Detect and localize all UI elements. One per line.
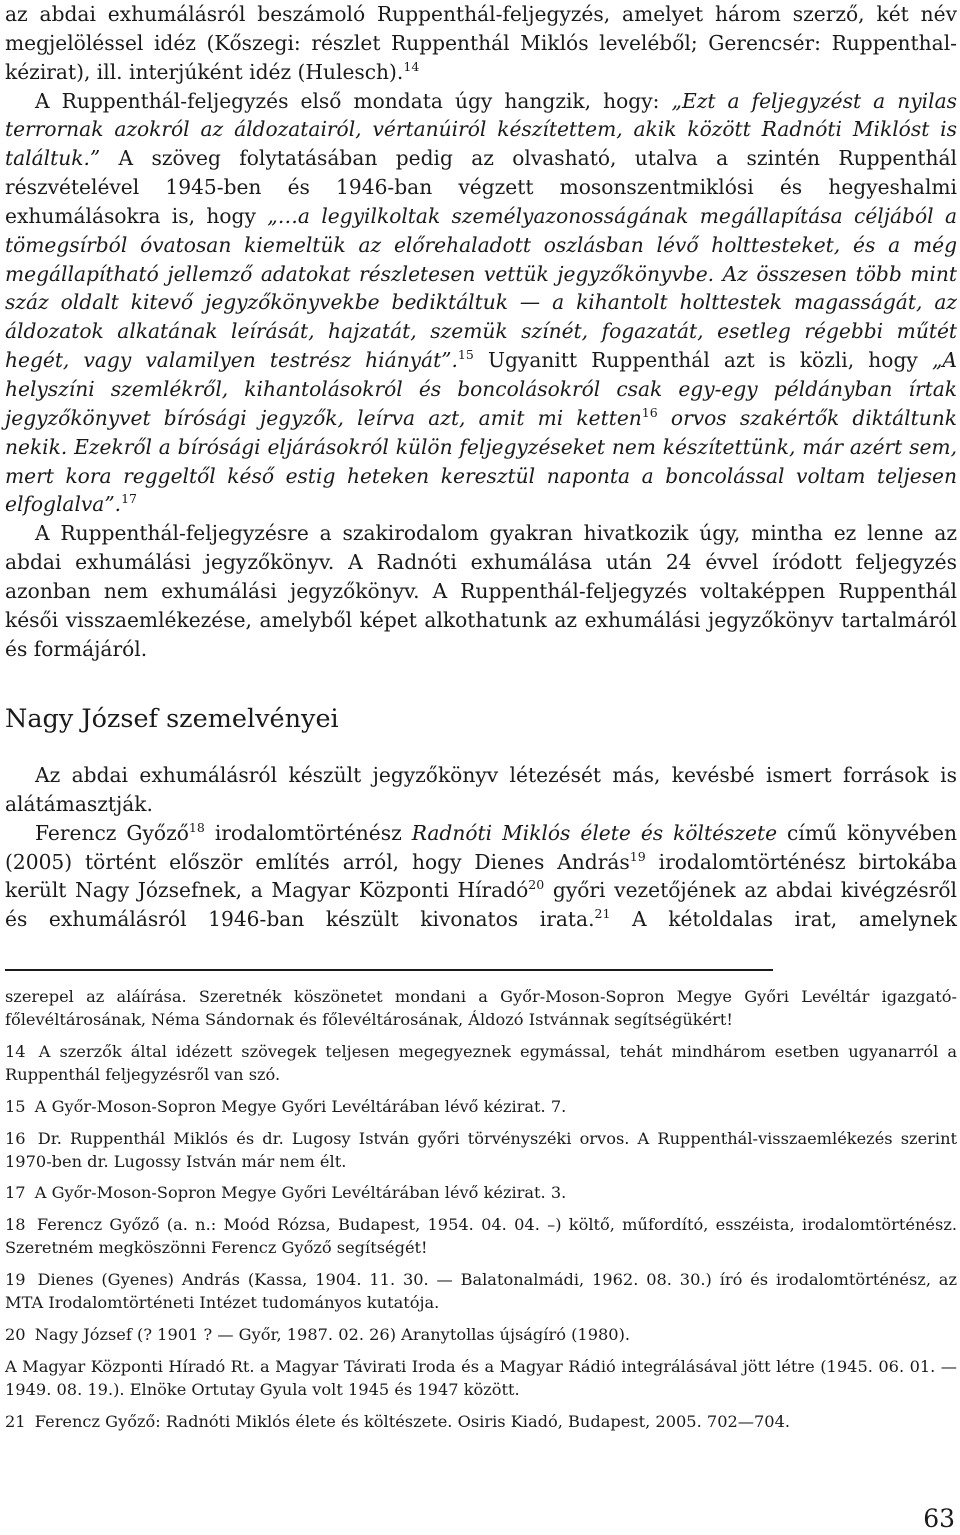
footnote-20: 20 Nagy József (? 1901 ? — Győr, 1987. 02. 26) Aranytollas újságíró (1980). [5, 1324, 631, 1344]
footnote-21: 21 Ferencz Győző: Radnóti Miklós élete és költészete. Osiris Kiadó, Budapest, 2005. 702—704. [5, 1411, 791, 1431]
page-number: 63 [923, 1504, 955, 1533]
footnote-ref-18[interactable]: 18 [188, 819, 205, 835]
footnote-ref-16[interactable]: 16 [641, 404, 658, 420]
footnote-separator [5, 969, 773, 971]
main-text-section [5, 761, 957, 934]
footnote-ref-17[interactable]: 17 [121, 491, 138, 507]
footnote-ref-20[interactable]: 20 [528, 877, 545, 893]
footnote-15: 15 A Győr-Moson-Sopron Megye Győri Levéltárában lévő kézirat. 7. [5, 1096, 567, 1116]
book-title: Radnóti Miklós élete és költészete [411, 820, 778, 845]
footnote-14: 14 A szerzők által idézett szövegek teljesen megegyeznek egymással, tehát mindhárom esetben ugyanarról a Ruppenthál feljegyzésről van szó. [5, 1041, 957, 1085]
footnote-continuation: szerepel az aláírása. Szeretnék köszönetet mondani a Győr-Moson-Sopron Megye Győri Levéltár igazgató-főlevéltárosának, Néma Sándornak és főlevéltárosának, Áldozó Istvánnak segítségükért! [5, 987, 957, 1030]
paragraph-literature-reference: A Ruppenthál-feljegyzésre a szakirodalom gyakran hivatkozik úgy, mintha ez lenne az abdai exhumálási jegyzőkönyv. A Radnóti exhumálása után 24 évvel íródott feljegyzés azonban nem exhumálási jegyzőkönyv. A Ruppenthál-feljegyzés voltaképpen Ruppenthál késői visszaemlékezése, amelyből képet alkothatunk az exhumálási jegyzőkönyv tartalmáról és formájáról. [5, 521, 957, 661]
footnote-17: 17 A Győr-Moson-Sopron Megye Győri Levéltárában lévő kézirat. 3. [5, 1183, 567, 1203]
quote-first-sentence: „Ezt a feljegyzést a nyilas terrornak azokról az áldozatairól, vértanúiról készítettem, akik között Radnóti Miklóst is találtuk.” [5, 88, 957, 171]
footnote-ref-14[interactable]: 14 [403, 58, 420, 74]
footnote-20-extra: A Magyar Központi Híradó Rt. a Magyar Távirati Iroda és a Magyar Rádió integrálásával jött létre (1945. 06. 01. — 1949. 08. 19.). Elnöke Ortutay Gyula volt 1945 és 1947 között. [5, 1356, 957, 1399]
quote-autopsy-records-a: „A helyszíni szemlékről, kihantolásokról és boncolásokról csak egy-egy példányban írtak jegyzőkönyvet bírósági jegyzők, leírva azt, amit mi ketten [5, 348, 957, 430]
footnote-16: 16 Dr. Ruppenthál Miklós és dr. Lugosy István győri törvényszéki orvos. A Ruppenthál-visszaemlékezés szerint 1970-ben dr. Lugossy István már nem élt. [5, 1128, 958, 1171]
paragraph-ruppenthal-quote: A Ruppenthál-feljegyzés első mondata úgy hangzik, hogy: „Ezt a feljegyzést a nyilas terrornak azokról az áldozatairól, vértanúiról készítettem, akik között Radnóti Miklóst is találtuk.” A szöveg folytatásában pedig az olvasható, utalva a szintén Ruppenthál részvételével 1945-ben és 1946-ban végzett mosonszentmiklósi és hegyeshalmi exhumálásokra is, hogy „…a legyilkoltak személyazonosságának megállapítása céljából a tömegsírból óvatosan kiemeltük az előrehaladott oszlásban lévő holttesteket, és a még megállapítható jellemző adatokat részletesen vettük jegyzőkönyvbe. Az összesen több mint száz oldalt kitevő jegyzőkönyvekbe bediktáltuk — a kihantolt holttestek magasságát, az áldozatok alkatának leírását, hajzatát, szemük színét, fogazatát, esetleg régebbi műtét hegét, vagy valamilyen testrész hiányát”.$^{15}$ Ugyanitt Ruppenthál azt is közli, hogy „A helyszíni szemlékről, kihantolásokról és boncolásokról csak egy-egy példányban írtak jegyzőkönyvet bírósági jegyzők, leírva azt, amit mi ketten$^{16}$ orvos szakértők diktáltunk nekik. Ezekről a bírósági eljárásokról külön feljegyzéseket nem készítettünk, már azért sem, mert kora reggeltől késő estig heteken keresztül naponta a boncolással voltam teljesen elfoglalva”.$^{17}$ [5, 88, 957, 517]
footnote-19: 19 Dienes (Gyenes) András (Kassa, 1904. 11. 30. — Balatonalmádi, 1962. 08. 30.) író és irodalomtörténész, az MTA Irodalomtörténeti Intézet tudományos kutatója. [5, 1270, 957, 1313]
footnote-ref-15[interactable]: 15 [457, 347, 474, 362]
main-text-upper [5, 0, 957, 663]
quote-autopsy-records-b: orvos szakértők diktáltunk nekik. Ezekről a bírósági eljárásokról külön feljegyzéseket nem készítettünk, már azért sem, mert kora reggeltől késő estig heteken keresztül naponta a boncolással voltam teljesen elfoglalva”. [5, 405, 957, 517]
section-heading: Nagy József szemelvényei [5, 704, 339, 734]
footnote-ref-19[interactable]: 19 [629, 848, 646, 864]
footnote-ref-21[interactable]: 21 [594, 906, 611, 922]
paragraph-continuation: az abdai exhumálásról beszámoló Ruppenthál-feljegyzés, amelyet három szerző, két név megjelöléssel idéz (Kőszegi: részlet Ruppenthál Miklós leveléből; Gerencsér: Ruppenthal-kézirat), ill. interjúként idéz (Hulesch).$^{14}$ [5, 2, 957, 84]
footnote-18: 18 Ferencz Győző (a. n.: Moód Rózsa, Budapest, 1954. 04. 04. –) költő, műfordító, esszéista, irodalomtörténész. Szeretném megköszönni Ferencz Győző segítségét! [5, 1215, 957, 1258]
paragraph-ferencz: Ferencz Győző$^{18}$ irodalomtörténész Radnóti Miklós élete és költészete című könyvében (2005) történt először említés arról, hogy Dienes András$^{19}$ irodalomtörténész birtokába került Nagy Józsefnek, a Magyar Központi Híradó$^{20}$ győri vezetőjének az abdai kivégzésről és exhumálásról 1946-ban készült kivonatos irata.$^{21}$ A kétoldalas irat, amelynek [5, 819, 957, 932]
quote-exhumation-details: „…a legyilkoltak személyazonosságának megállapítása céljából a tömegsírból óvatosan kiemeltük az előrehaladott oszlásban lévő holttesteket, és a még megállapítható jellemző adatokat részletesen vettük jegyzőkönyvbe. Az összesen több mint száz oldalt kitevő jegyzőkönyvekbe bediktáltuk — a kihantolt holttestek magasságát, az áldozatok alkatának leírását, hajzatát, szemük színét, fogazatát, esetleg régebbi műtét hegét, vagy valamilyen testrész hiányát”. [5, 203, 957, 373]
paragraph-sources: Az abdai exhumálásról készült jegyzőkönyv létezését más, kevésbé ismert források is alátámasztják. [5, 763, 957, 816]
footnotes [5, 985, 957, 1441]
